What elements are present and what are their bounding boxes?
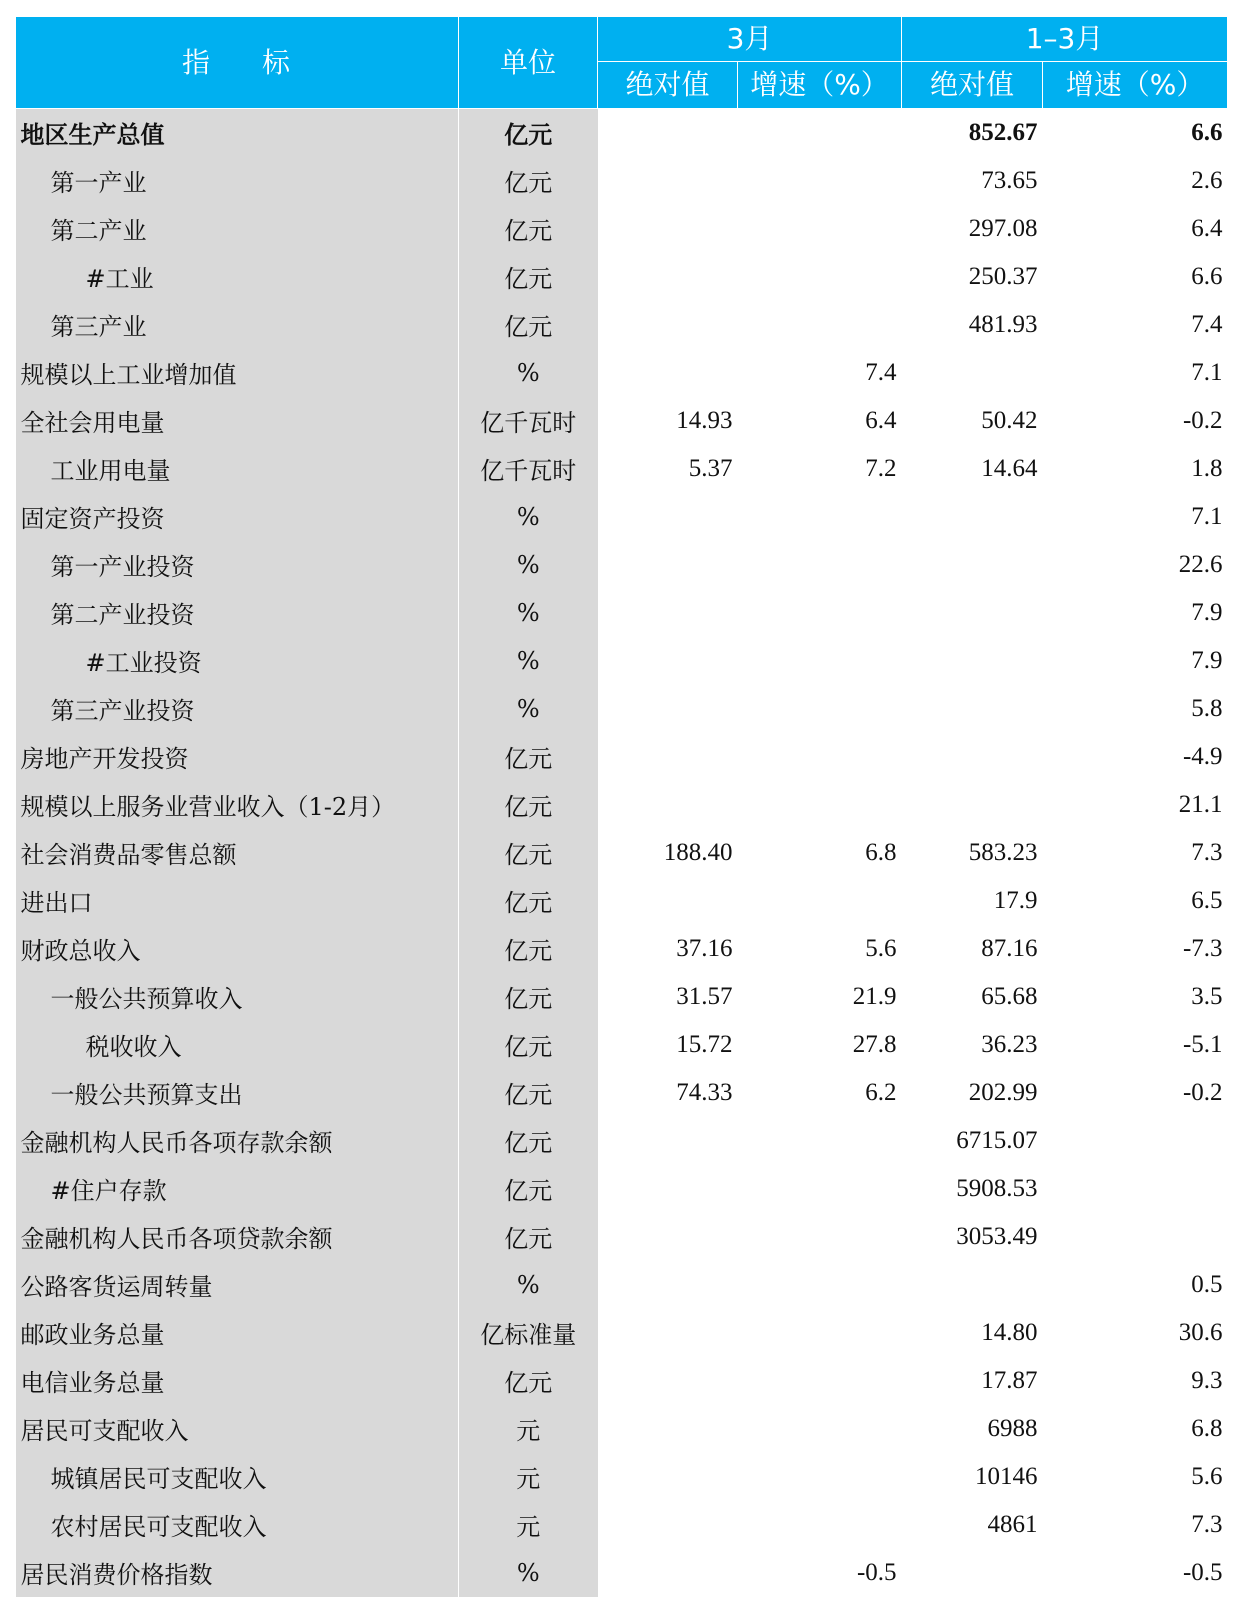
- header-march-growth: 增速（%）: [738, 62, 902, 109]
- table-row: [16, 685, 1228, 733]
- q1-growth-cell: 7.9: [1191, 598, 1223, 626]
- indicator-cell: 第三产业: [16, 301, 459, 349]
- q1-abs-cell: 852.67: [968, 118, 1038, 146]
- table-row: [16, 877, 1228, 925]
- march-abs-cell: [598, 349, 738, 397]
- header-group-march: 3月: [598, 17, 902, 62]
- table-row: [16, 1405, 1228, 1453]
- unit-cell: 亿元: [459, 1213, 598, 1261]
- q1-abs-cell: 6715.07: [956, 1126, 1038, 1154]
- indicator-cell: #工业投资: [16, 637, 459, 685]
- table-row: [16, 1213, 1228, 1261]
- q1-growth-cell: 22.6: [1178, 550, 1223, 578]
- q1-abs-cell: [902, 637, 1043, 685]
- q1-growth-cell: 7.9: [1191, 646, 1223, 674]
- march-abs-cell: [598, 301, 738, 349]
- table-row: [16, 733, 1228, 781]
- indicator-cell: 金融机构人民币各项存款余额: [16, 1117, 459, 1165]
- header-unit: 单位: [459, 17, 598, 109]
- q1-growth-cell: [1043, 1117, 1228, 1165]
- march-abs-cell: [598, 109, 738, 157]
- unit-cell: 亿元: [459, 973, 598, 1021]
- unit-cell: 亿千瓦时: [459, 445, 598, 493]
- unit-cell: 亿元: [459, 1165, 598, 1213]
- march-abs-cell: [598, 1501, 738, 1549]
- march-growth-cell: [738, 1261, 902, 1309]
- q1-abs-cell: [902, 733, 1043, 781]
- table-row: [16, 781, 1228, 829]
- indicator-cell: 一般公共预算收入: [16, 973, 459, 1021]
- stats-table-container: [15, 16, 1227, 1597]
- header-group-q1: 1–3月: [902, 17, 1228, 62]
- unit-cell: 亿元: [459, 925, 598, 973]
- march-abs-cell: [598, 781, 738, 829]
- indicator-cell: 地区生产总值: [16, 109, 459, 157]
- indicator-cell: 第二产业: [16, 205, 459, 253]
- indicator-cell: 邮政业务总量: [16, 1309, 459, 1357]
- unit-cell: 亿元: [459, 733, 598, 781]
- unit-cell: 亿元: [459, 829, 598, 877]
- table-header: [16, 17, 1228, 109]
- march-growth-cell: [738, 157, 902, 205]
- unit-cell: 亿元: [459, 1069, 598, 1117]
- header-march-abs: 绝对值: [598, 62, 738, 109]
- indicator-cell: 固定资产投资: [16, 493, 459, 541]
- q1-growth-cell: 6.4: [1191, 214, 1223, 242]
- march-growth-cell: 5.6: [865, 934, 897, 962]
- unit-cell: 亿元: [459, 877, 598, 925]
- table-row: [16, 157, 1228, 205]
- march-abs-cell: 74.33: [676, 1078, 733, 1106]
- march-growth-cell: [738, 1405, 902, 1453]
- indicator-cell: 公路客货运周转量: [16, 1261, 459, 1309]
- indicator-cell: 城镇居民可支配收入: [16, 1453, 459, 1501]
- unit-cell: 亿元: [459, 253, 598, 301]
- q1-growth-cell: 7.3: [1191, 838, 1223, 866]
- q1-growth-cell: [1043, 1165, 1228, 1213]
- march-abs-cell: [598, 1453, 738, 1501]
- q1-growth-cell: -5.1: [1182, 1030, 1223, 1058]
- unit-cell: 亿元: [459, 205, 598, 253]
- indicator-cell: 规模以上服务业营业收入（1-2月）: [16, 781, 459, 829]
- unit-cell: %: [459, 685, 598, 733]
- unit-cell: %: [459, 1549, 598, 1597]
- table-row: [16, 541, 1228, 589]
- march-growth-cell: [738, 253, 902, 301]
- q1-growth-cell: 0.5: [1191, 1270, 1223, 1298]
- march-abs-cell: [598, 1213, 738, 1261]
- table-row: [16, 1117, 1228, 1165]
- march-abs-cell: [598, 589, 738, 637]
- march-abs-cell: [598, 205, 738, 253]
- indicator-cell: 农村居民可支配收入: [16, 1501, 459, 1549]
- indicator-cell: 第三产业投资: [16, 685, 459, 733]
- march-growth-cell: [738, 205, 902, 253]
- march-growth-cell: [738, 541, 902, 589]
- indicator-cell: 第一产业: [16, 157, 459, 205]
- q1-growth-cell: 6.6: [1191, 262, 1223, 290]
- march-abs-cell: 37.16: [676, 934, 733, 962]
- unit-cell: 亿元: [459, 157, 598, 205]
- indicator-cell: 第一产业投资: [16, 541, 459, 589]
- unit-cell: %: [459, 349, 598, 397]
- table-row: [16, 1261, 1228, 1309]
- march-growth-cell: [738, 1501, 902, 1549]
- q1-abs-cell: 10146: [975, 1462, 1038, 1490]
- indicator-cell: 居民可支配收入: [16, 1405, 459, 1453]
- q1-abs-cell: 202.99: [968, 1078, 1038, 1106]
- unit-cell: 亿千瓦时: [459, 397, 598, 445]
- q1-abs-cell: 3053.49: [956, 1222, 1038, 1250]
- indicator-cell: 财政总收入: [16, 925, 459, 973]
- march-growth-cell: 7.4: [865, 358, 897, 386]
- march-abs-cell: 188.40: [663, 838, 733, 866]
- q1-growth-cell: 6.5: [1191, 886, 1223, 914]
- indicator-cell: 工业用电量: [16, 445, 459, 493]
- q1-growth-cell: 5.8: [1191, 694, 1223, 722]
- table-row: [16, 445, 1228, 493]
- indicator-cell: 税收收入: [16, 1021, 459, 1069]
- march-abs-cell: [598, 1165, 738, 1213]
- table-row: [16, 637, 1228, 685]
- table-row: [16, 1357, 1228, 1405]
- table-row: [16, 1501, 1228, 1549]
- unit-cell: %: [459, 541, 598, 589]
- unit-cell: 元: [459, 1453, 598, 1501]
- q1-abs-cell: 297.08: [968, 214, 1038, 242]
- q1-growth-cell: 2.6: [1191, 166, 1223, 194]
- q1-growth-cell: -7.3: [1182, 934, 1223, 962]
- march-abs-cell: 31.57: [676, 982, 733, 1010]
- q1-growth-cell: [1043, 1213, 1228, 1261]
- march-abs-cell: 14.93: [676, 406, 733, 434]
- unit-cell: 亿元: [459, 1357, 598, 1405]
- table-row: [16, 1549, 1228, 1597]
- table-row: [16, 253, 1228, 301]
- q1-abs-cell: 17.9: [993, 886, 1038, 914]
- q1-abs-cell: 65.68: [981, 982, 1038, 1010]
- q1-growth-cell: 3.5: [1191, 982, 1223, 1010]
- q1-abs-cell: 14.64: [981, 454, 1038, 482]
- march-growth-cell: 6.4: [865, 406, 897, 434]
- march-growth-cell: [738, 781, 902, 829]
- table-row: [16, 1069, 1228, 1117]
- q1-abs-cell: 4861: [987, 1510, 1038, 1538]
- march-growth-cell: [738, 877, 902, 925]
- q1-abs-cell: 73.65: [981, 166, 1038, 194]
- march-growth-cell: [738, 1309, 902, 1357]
- table-row: [16, 829, 1228, 877]
- q1-growth-cell: 30.6: [1178, 1318, 1223, 1346]
- march-abs-cell: [598, 1549, 738, 1597]
- q1-growth-cell: 7.3: [1191, 1510, 1223, 1538]
- indicator-cell: #住户存款: [16, 1165, 459, 1213]
- unit-cell: 亿元: [459, 781, 598, 829]
- q1-abs-cell: [902, 1261, 1043, 1309]
- indicator-cell: 金融机构人民币各项贷款余额: [16, 1213, 459, 1261]
- march-abs-cell: [598, 877, 738, 925]
- march-abs-cell: [598, 541, 738, 589]
- indicator-cell: 规模以上工业增加值: [16, 349, 459, 397]
- unit-cell: %: [459, 637, 598, 685]
- march-abs-cell: [598, 1261, 738, 1309]
- table-row: [16, 109, 1228, 157]
- q1-growth-cell: 7.1: [1191, 358, 1223, 386]
- march-growth-cell: [738, 733, 902, 781]
- indicator-cell: 进出口: [16, 877, 459, 925]
- table-row: [16, 349, 1228, 397]
- march-abs-cell: [598, 253, 738, 301]
- table-row: [16, 1165, 1228, 1213]
- indicator-cell: 一般公共预算支出: [16, 1069, 459, 1117]
- march-abs-cell: [598, 637, 738, 685]
- unit-cell: 元: [459, 1501, 598, 1549]
- table-row: [16, 1453, 1228, 1501]
- q1-growth-cell: -0.5: [1182, 1558, 1223, 1586]
- q1-growth-cell: 6.6: [1191, 118, 1223, 146]
- march-growth-cell: [738, 1165, 902, 1213]
- q1-abs-cell: 14.80: [981, 1318, 1038, 1346]
- march-growth-cell: -0.5: [856, 1558, 897, 1586]
- unit-cell: 亿元: [459, 1021, 598, 1069]
- march-growth-cell: 21.9: [852, 982, 897, 1010]
- unit-cell: %: [459, 493, 598, 541]
- march-growth-cell: 27.8: [852, 1030, 897, 1058]
- march-growth-cell: [738, 493, 902, 541]
- indicator-cell: 社会消费品零售总额: [16, 829, 459, 877]
- q1-abs-cell: [902, 541, 1043, 589]
- q1-abs-cell: 36.23: [981, 1030, 1038, 1058]
- march-growth-cell: [738, 1357, 902, 1405]
- q1-growth-cell: -0.2: [1182, 406, 1223, 434]
- march-abs-cell: [598, 157, 738, 205]
- indicator-cell: 全社会用电量: [16, 397, 459, 445]
- header-indicator: 指 标: [16, 17, 459, 109]
- indicator-cell: #工业: [16, 253, 459, 301]
- q1-abs-cell: 6988: [987, 1414, 1038, 1442]
- march-abs-cell: [598, 1309, 738, 1357]
- table-row: [16, 973, 1228, 1021]
- march-growth-cell: [738, 589, 902, 637]
- q1-growth-cell: 1.8: [1191, 454, 1223, 482]
- indicator-cell: 房地产开发投资: [16, 733, 459, 781]
- q1-abs-cell: 17.87: [981, 1366, 1038, 1394]
- table-body: [16, 109, 1228, 1597]
- march-abs-cell: [598, 733, 738, 781]
- q1-abs-cell: 50.42: [981, 406, 1038, 434]
- table-row: [16, 589, 1228, 637]
- q1-abs-cell: 583.23: [968, 838, 1038, 866]
- q1-growth-cell: 6.8: [1191, 1414, 1223, 1442]
- economic-indicators-table: [15, 16, 1228, 1597]
- table-row: [16, 205, 1228, 253]
- q1-abs-cell: 481.93: [968, 310, 1038, 338]
- q1-growth-cell: 7.1: [1191, 502, 1223, 530]
- march-abs-cell: [598, 1117, 738, 1165]
- table-row: [16, 925, 1228, 973]
- indicator-cell: 居民消费价格指数: [16, 1549, 459, 1597]
- march-growth-cell: 7.2: [865, 454, 897, 482]
- table-row: [16, 493, 1228, 541]
- unit-cell: 亿元: [459, 109, 598, 157]
- march-abs-cell: [598, 685, 738, 733]
- march-growth-cell: 6.8: [865, 838, 897, 866]
- march-growth-cell: [738, 301, 902, 349]
- march-growth-cell: [738, 1453, 902, 1501]
- q1-abs-cell: 87.16: [981, 934, 1038, 962]
- q1-growth-cell: 9.3: [1191, 1366, 1223, 1394]
- unit-cell: 亿标准量: [459, 1309, 598, 1357]
- table-row: [16, 1309, 1228, 1357]
- march-abs-cell: [598, 1357, 738, 1405]
- unit-cell: 亿元: [459, 1117, 598, 1165]
- unit-cell: 元: [459, 1405, 598, 1453]
- table-row: [16, 301, 1228, 349]
- q1-growth-cell: 5.6: [1191, 1462, 1223, 1490]
- q1-abs-cell: 5908.53: [956, 1174, 1038, 1202]
- table-row: [16, 397, 1228, 445]
- q1-abs-cell: [902, 493, 1043, 541]
- unit-cell: %: [459, 589, 598, 637]
- unit-cell: 亿元: [459, 301, 598, 349]
- q1-abs-cell: 250.37: [968, 262, 1038, 290]
- march-abs-cell: [598, 1405, 738, 1453]
- march-growth-cell: [738, 1213, 902, 1261]
- march-abs-cell: 5.37: [688, 454, 733, 482]
- q1-abs-cell: [902, 589, 1043, 637]
- q1-abs-cell: [902, 781, 1043, 829]
- unit-cell: %: [459, 1261, 598, 1309]
- header-q1-growth: 增速（%）: [1043, 62, 1228, 109]
- march-growth-cell: 6.2: [865, 1078, 897, 1106]
- march-growth-cell: [738, 1117, 902, 1165]
- march-growth-cell: [738, 685, 902, 733]
- indicator-cell: 电信业务总量: [16, 1357, 459, 1405]
- q1-growth-cell: -0.2: [1182, 1078, 1223, 1106]
- table-row: [16, 1021, 1228, 1069]
- q1-growth-cell: -4.9: [1182, 742, 1223, 770]
- march-growth-cell: [738, 109, 902, 157]
- march-growth-cell: [738, 637, 902, 685]
- q1-growth-cell: 7.4: [1191, 310, 1223, 338]
- header-q1-abs: 绝对值: [902, 62, 1043, 109]
- indicator-cell: 第二产业投资: [16, 589, 459, 637]
- march-abs-cell: 15.72: [676, 1030, 733, 1058]
- q1-abs-cell: [902, 685, 1043, 733]
- march-abs-cell: [598, 493, 738, 541]
- q1-abs-cell: [902, 349, 1043, 397]
- q1-growth-cell: 21.1: [1178, 790, 1223, 818]
- q1-abs-cell: [902, 1549, 1043, 1597]
